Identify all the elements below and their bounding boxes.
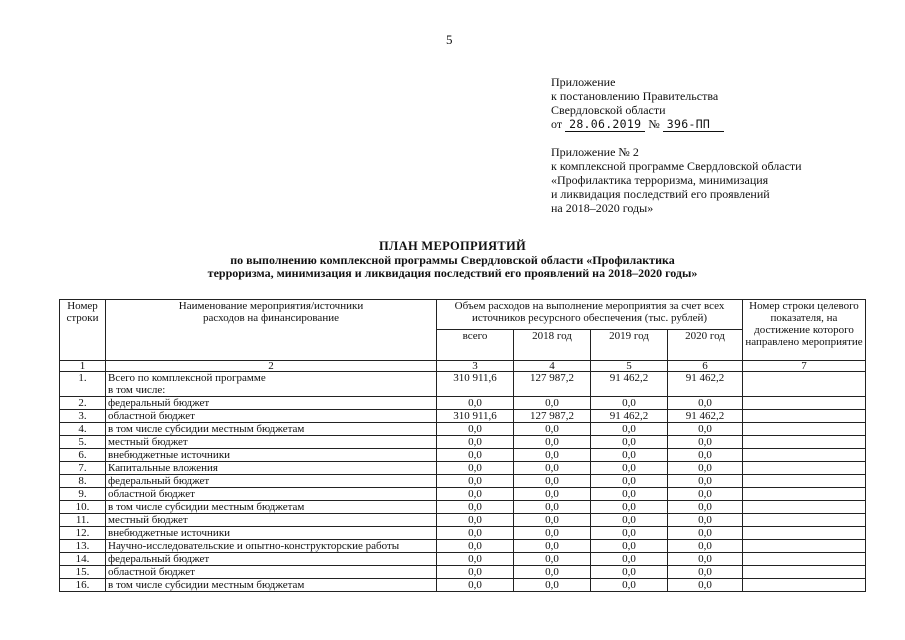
- row-number: 2.: [60, 397, 106, 410]
- table-row: [60, 436, 866, 449]
- table-row: [60, 488, 866, 501]
- column-index: 5: [591, 361, 668, 372]
- row-name: областной бюджет: [106, 410, 437, 423]
- row-2019: 0,0: [591, 488, 668, 501]
- row-2020: 0,0: [668, 579, 743, 592]
- row-2019: 91 462,2: [591, 410, 668, 423]
- row-2019: 0,0: [591, 527, 668, 540]
- header-2018: 2018 год: [514, 330, 591, 361]
- row-2019: 0,0: [591, 449, 668, 462]
- plan-table: [59, 299, 866, 592]
- row-2019: 0,0: [591, 540, 668, 553]
- column-index: 7: [743, 361, 866, 372]
- appendix-decree-date-line: [551, 117, 724, 131]
- row-target: [743, 553, 866, 566]
- row-number: 9.: [60, 488, 106, 501]
- table-row: [60, 372, 866, 397]
- row-2020: 91 462,2: [668, 410, 743, 423]
- row-name: внебюджетные источники: [106, 449, 437, 462]
- appendix-program-block: [551, 145, 802, 215]
- row-target: [743, 579, 866, 592]
- table-row: [60, 475, 866, 488]
- row-target: [743, 372, 866, 397]
- row-2018: 0,0: [514, 514, 591, 527]
- row-number: 3.: [60, 410, 106, 423]
- row-2018: 0,0: [514, 527, 591, 540]
- row-number: 5.: [60, 436, 106, 449]
- row-2018: 127 987,2: [514, 410, 591, 423]
- row-total: 0,0: [437, 514, 514, 527]
- row-2020: 0,0: [668, 566, 743, 579]
- row-number: 1.: [60, 372, 106, 397]
- row-name: в том числе субсидии местным бюджетам: [106, 579, 437, 592]
- header-target: Номер строки целевого показателя, на достижение которого направлено мероприятие: [743, 300, 866, 361]
- row-target: [743, 527, 866, 540]
- appendix-decree-line1: Приложение: [551, 75, 616, 89]
- row-total: 0,0: [437, 553, 514, 566]
- row-name: внебюджетные источники: [106, 527, 437, 540]
- table-row: [60, 514, 866, 527]
- row-total: 310 911,6: [437, 372, 514, 397]
- row-number: 11.: [60, 514, 106, 527]
- row-number: 8.: [60, 475, 106, 488]
- document-title: [0, 240, 905, 281]
- row-target: [743, 462, 866, 475]
- row-2019: 0,0: [591, 397, 668, 410]
- row-name: в том числе субсидии местным бюджетам: [106, 423, 437, 436]
- row-name: федеральный бюджет: [106, 553, 437, 566]
- table-row: [60, 527, 866, 540]
- row-2018: 0,0: [514, 579, 591, 592]
- appendix-program-line2: к комплексной программе Свердловской области: [551, 159, 802, 173]
- row-target: [743, 449, 866, 462]
- row-2018: 127 987,2: [514, 372, 591, 397]
- row-name-line2: в том числе:: [108, 384, 166, 396]
- row-2020: 0,0: [668, 501, 743, 514]
- row-total: 0,0: [437, 423, 514, 436]
- row-2018: 0,0: [514, 475, 591, 488]
- row-total: 0,0: [437, 540, 514, 553]
- table-row: [60, 397, 866, 410]
- row-total: 0,0: [437, 501, 514, 514]
- row-2019: 0,0: [591, 475, 668, 488]
- row-name: Капитальные вложения: [106, 462, 437, 475]
- decree-number: 396-ПП: [663, 117, 724, 132]
- column-index: 4: [514, 361, 591, 372]
- row-target: [743, 501, 866, 514]
- row-name: [106, 372, 437, 397]
- row-name: федеральный бюджет: [106, 475, 437, 488]
- row-2018: 0,0: [514, 397, 591, 410]
- row-2018: 0,0: [514, 423, 591, 436]
- table-header-row: [60, 300, 866, 330]
- row-number: 10.: [60, 501, 106, 514]
- title-line2: по выполнению комплексной программы Свердловской области «Профилактика: [230, 252, 675, 267]
- title-line3: терроризма, минимизация и ликвидация последствий его проявлений на 2018–2020 годы»: [207, 266, 698, 280]
- row-total: 0,0: [437, 449, 514, 462]
- header-2019: 2019 год: [591, 330, 668, 361]
- row-2020: 0,0: [668, 553, 743, 566]
- row-2018: 0,0: [514, 462, 591, 475]
- title-line1: ПЛАН МЕРОПРИЯТИЙ: [378, 239, 527, 253]
- row-target: [743, 488, 866, 501]
- row-number: 6.: [60, 449, 106, 462]
- table-row: [60, 449, 866, 462]
- row-total: 0,0: [437, 462, 514, 475]
- appendix-decree-block: [551, 75, 724, 131]
- row-total: 310 911,6: [437, 410, 514, 423]
- row-2020: 0,0: [668, 475, 743, 488]
- row-name: федеральный бюджет: [106, 397, 437, 410]
- appendix-program-line3: «Профилактика терроризма, минимизация: [551, 173, 769, 187]
- row-target: [743, 540, 866, 553]
- row-number: 4.: [60, 423, 106, 436]
- row-total: 0,0: [437, 488, 514, 501]
- row-2018: 0,0: [514, 540, 591, 553]
- appendix-program-line5: на 2018–2020 годы»: [551, 201, 654, 215]
- row-number: 12.: [60, 527, 106, 540]
- row-2020: 91 462,2: [668, 372, 743, 397]
- row-2018: 0,0: [514, 553, 591, 566]
- row-2018: 0,0: [514, 566, 591, 579]
- row-target: [743, 566, 866, 579]
- row-name: местный бюджет: [106, 436, 437, 449]
- row-2019: 0,0: [591, 579, 668, 592]
- table-row: [60, 566, 866, 579]
- table-row: [60, 423, 866, 436]
- column-index: 1: [60, 361, 106, 372]
- row-target: [743, 514, 866, 527]
- table-row: [60, 501, 866, 514]
- row-2020: 0,0: [668, 423, 743, 436]
- row-total: 0,0: [437, 527, 514, 540]
- date-prefix: от: [551, 117, 563, 131]
- header-volume: Объем расходов на выполнение мероприятия за счет всех источников ресурсного обеспечения (тыс. рублей): [437, 300, 743, 330]
- appendix-program-line1: Приложение № 2: [551, 145, 639, 159]
- column-index-row: [60, 361, 866, 372]
- header-row-number: Номер строки: [60, 300, 106, 361]
- row-target: [743, 423, 866, 436]
- header-name: Наименование мероприятия/источники расходов на финансирование: [106, 300, 437, 361]
- appendix-decree-line3: Свердловской области: [551, 103, 666, 117]
- row-2020: 0,0: [668, 397, 743, 410]
- row-2019: 0,0: [591, 501, 668, 514]
- row-number: 7.: [60, 462, 106, 475]
- row-2019: 0,0: [591, 553, 668, 566]
- row-2018: 0,0: [514, 436, 591, 449]
- row-2018: 0,0: [514, 449, 591, 462]
- row-2020: 0,0: [668, 449, 743, 462]
- row-2020: 0,0: [668, 488, 743, 501]
- row-2019: 0,0: [591, 514, 668, 527]
- row-number: 13.: [60, 540, 106, 553]
- row-total: 0,0: [437, 436, 514, 449]
- row-target: [743, 397, 866, 410]
- row-total: 0,0: [437, 566, 514, 579]
- row-name: местный бюджет: [106, 514, 437, 527]
- page-number: 5: [446, 32, 453, 47]
- column-index: 6: [668, 361, 743, 372]
- row-name: областной бюджет: [106, 566, 437, 579]
- row-name: в том числе субсидии местным бюджетам: [106, 501, 437, 514]
- row-name-line1: Всего по комплексной программе: [108, 372, 266, 384]
- row-2019: 0,0: [591, 436, 668, 449]
- row-2020: 0,0: [668, 527, 743, 540]
- row-2019: 0,0: [591, 566, 668, 579]
- row-2020: 0,0: [668, 514, 743, 527]
- row-target: [743, 475, 866, 488]
- decree-date: 28.06.2019: [565, 117, 645, 132]
- table-row: [60, 579, 866, 592]
- row-2019: 0,0: [591, 423, 668, 436]
- table-row: [60, 540, 866, 553]
- row-total: 0,0: [437, 397, 514, 410]
- row-2019: 0,0: [591, 462, 668, 475]
- table-row: [60, 410, 866, 423]
- header-2020: 2020 год: [668, 330, 743, 361]
- table-row: [60, 553, 866, 566]
- row-2018: 0,0: [514, 488, 591, 501]
- table-row: [60, 462, 866, 475]
- row-number: 15.: [60, 566, 106, 579]
- row-total: 0,0: [437, 579, 514, 592]
- row-2020: 0,0: [668, 436, 743, 449]
- row-2020: 0,0: [668, 462, 743, 475]
- row-name: Научно-исследовательские и опытно-конструкторские работы: [106, 540, 437, 553]
- row-total: 0,0: [437, 475, 514, 488]
- row-number: 14.: [60, 553, 106, 566]
- appendix-program-line4: и ликвидация последствий его проявлений: [551, 187, 770, 201]
- row-target: [743, 436, 866, 449]
- appendix-decree-line2: к постановлению Правительства: [551, 89, 719, 103]
- column-index: 2: [106, 361, 437, 372]
- row-2020: 0,0: [668, 540, 743, 553]
- row-2019: 91 462,2: [591, 372, 668, 397]
- number-prefix: №: [648, 117, 660, 131]
- row-name: областной бюджет: [106, 488, 437, 501]
- row-number: 16.: [60, 579, 106, 592]
- column-index: 3: [437, 361, 514, 372]
- header-total: всего: [437, 330, 514, 361]
- row-target: [743, 410, 866, 423]
- row-2018: 0,0: [514, 501, 591, 514]
